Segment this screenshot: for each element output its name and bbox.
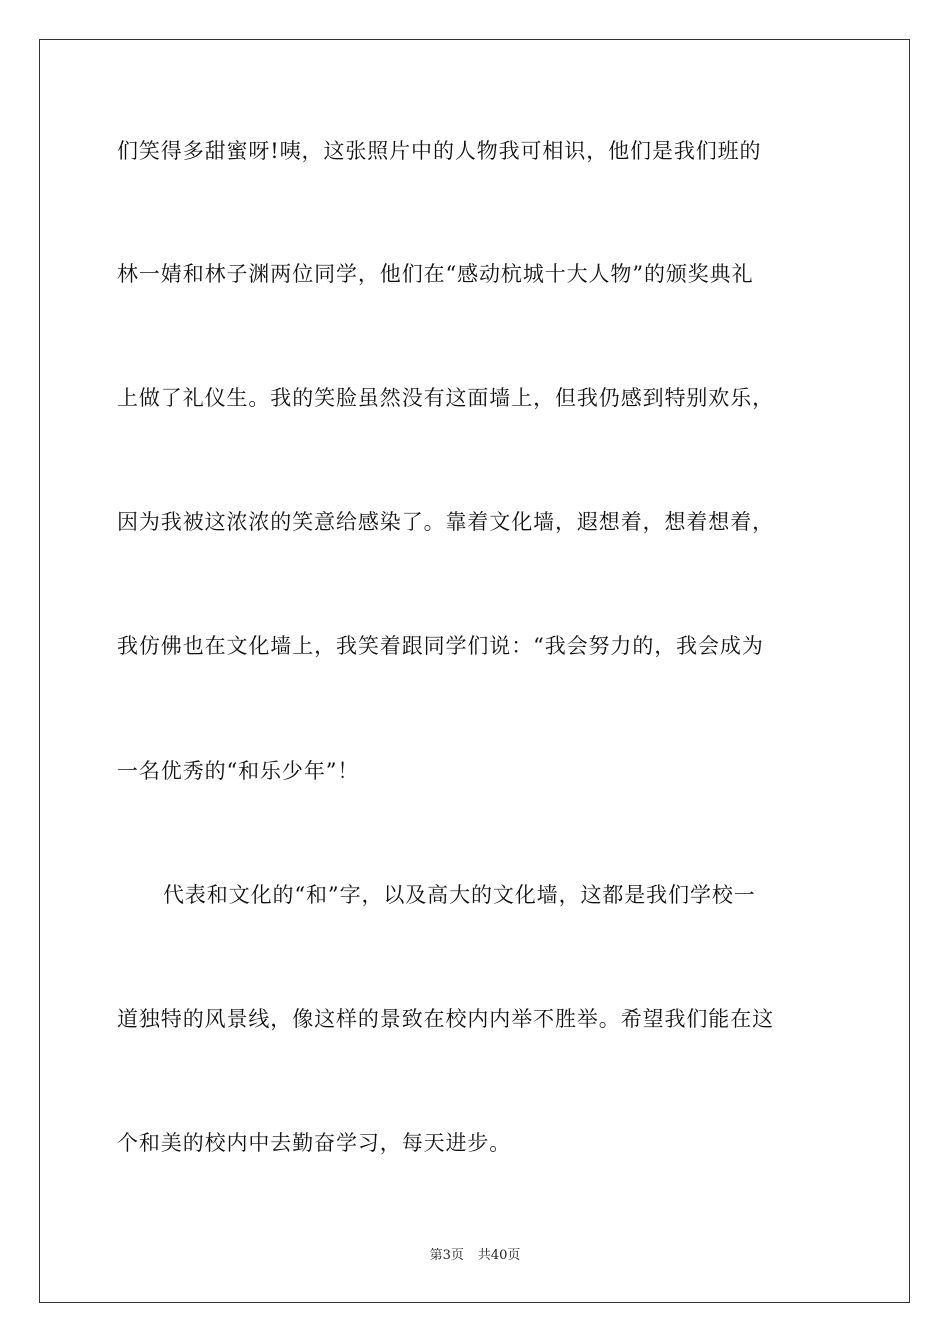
paragraph-line: 们笑得多甜蜜呀!咦，这张照片中的人物我可相识，他们是我们班的 bbox=[117, 139, 762, 163]
paragraph-line: 因为我被这浓浓的笑意给感染了。靠着文化墙，遐想着，想着想着， bbox=[117, 510, 774, 534]
paragraph-line: 代表和文化的“和”字，以及高大的文化墙，这都是我们学校一 bbox=[163, 883, 756, 907]
paragraph-line: 道独特的风景线，像这样的景致在校内内举不胜举。希望我们能在这 bbox=[117, 1007, 774, 1031]
page-frame bbox=[39, 39, 910, 1303]
paragraph-line: 个和美的校内中去勤奋学习，每天进步。 bbox=[117, 1131, 512, 1155]
paragraph-line: 上做了礼仪生。我的笑脸虽然没有这面墙上，但我仍感到特别欢乐， bbox=[117, 386, 774, 410]
paragraph-line: 林一婧和林子渊两位同学，他们在“感动杭城十大人物”的颁奖典礼 bbox=[117, 262, 754, 286]
total-pages: 共40页 bbox=[477, 1248, 521, 1263]
paragraph-line: 我仿佛也在文化墙上，我笑着跟同学们说：“我会努力的，我会成为 bbox=[117, 634, 764, 658]
page-footer bbox=[0, 1247, 950, 1265]
paragraph-line: 一名优秀的“和乐少年”！ bbox=[117, 759, 360, 783]
page-number: 第3页 bbox=[429, 1248, 464, 1263]
